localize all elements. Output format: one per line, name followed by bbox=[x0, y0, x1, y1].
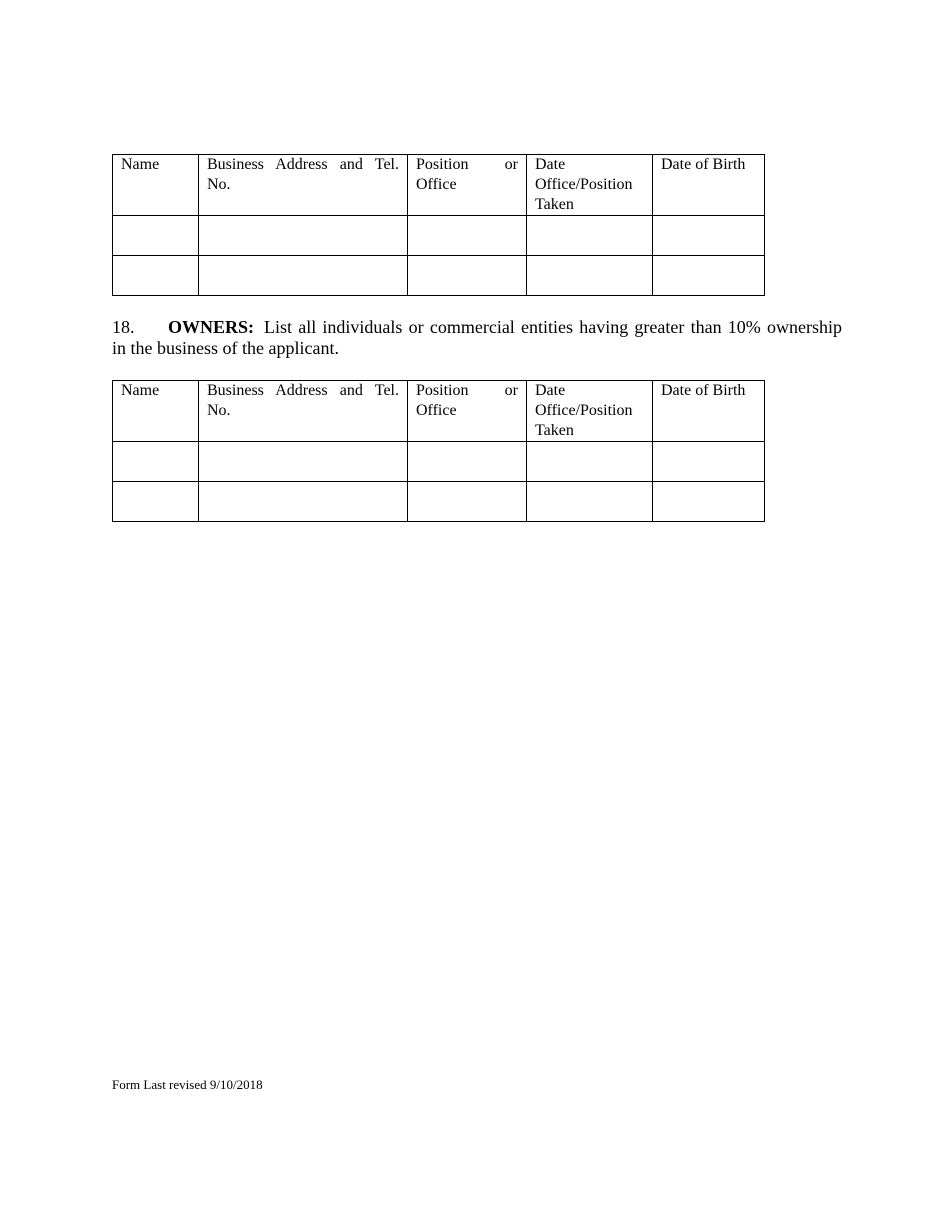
col-header-address bbox=[199, 381, 408, 442]
col-header-address-line1: Business Address and Tel. bbox=[207, 382, 399, 399]
col-header-position-line2: Office bbox=[416, 176, 457, 193]
cell-address[interactable] bbox=[199, 216, 408, 256]
col-header-position-word2: or bbox=[504, 156, 518, 173]
cell-dob[interactable] bbox=[653, 216, 765, 256]
col-header-dob: Date of Birth bbox=[653, 381, 765, 442]
col-header-address-line2: No. bbox=[207, 176, 231, 193]
cell-name[interactable] bbox=[113, 482, 199, 522]
form-revision-footer: Form Last revised 9/10/2018 bbox=[112, 1077, 263, 1092]
cell-address[interactable] bbox=[199, 256, 408, 296]
cell-date-taken[interactable] bbox=[527, 256, 653, 296]
col-header-position-word1: Position bbox=[416, 382, 469, 399]
cell-dob[interactable] bbox=[653, 442, 765, 482]
cell-position[interactable] bbox=[408, 216, 527, 256]
col-header-dob: Date of Birth bbox=[653, 155, 765, 216]
col-header-name: Name bbox=[113, 381, 199, 442]
col-header-address bbox=[199, 155, 408, 216]
col-header-address-line1: Business Address and Tel. bbox=[207, 156, 399, 173]
col-header-date-line3: Taken bbox=[535, 422, 574, 439]
section-heading: OWNERS: bbox=[168, 317, 255, 337]
cell-date-taken[interactable] bbox=[527, 482, 653, 522]
col-header-position bbox=[408, 381, 527, 442]
col-header-position-line2: Office bbox=[416, 402, 457, 419]
table-row bbox=[113, 256, 765, 296]
col-header-position-word2: or bbox=[504, 382, 518, 399]
cell-dob[interactable] bbox=[653, 256, 765, 296]
section-number: 18. bbox=[112, 317, 135, 337]
cell-position[interactable] bbox=[408, 482, 527, 522]
cell-dob[interactable] bbox=[653, 482, 765, 522]
section-18-owners bbox=[112, 317, 842, 359]
col-header-date-taken bbox=[527, 155, 653, 216]
officers-table bbox=[112, 154, 765, 296]
owners-table bbox=[112, 380, 765, 522]
cell-address[interactable] bbox=[199, 482, 408, 522]
cell-name[interactable] bbox=[113, 442, 199, 482]
section-text: List all individuals or commercial entities having greater than 10% ownership in the business of the applicant. bbox=[112, 317, 842, 358]
col-header-date-line1: Date bbox=[535, 382, 566, 399]
col-header-date-line2: Office/Position bbox=[535, 176, 633, 193]
cell-name[interactable] bbox=[113, 216, 199, 256]
cell-position[interactable] bbox=[408, 256, 527, 296]
col-header-date-line1: Date bbox=[535, 156, 566, 173]
cell-date-taken[interactable] bbox=[527, 216, 653, 256]
table-row bbox=[113, 216, 765, 256]
table-row bbox=[113, 442, 765, 482]
col-header-position bbox=[408, 155, 527, 216]
table-row bbox=[113, 482, 765, 522]
cell-date-taken[interactable] bbox=[527, 442, 653, 482]
col-header-address-line2: No. bbox=[207, 402, 231, 419]
col-header-date-taken bbox=[527, 381, 653, 442]
cell-position[interactable] bbox=[408, 442, 527, 482]
col-header-position-word1: Position bbox=[416, 156, 469, 173]
cell-address[interactable] bbox=[199, 442, 408, 482]
col-header-date-line3: Taken bbox=[535, 196, 574, 213]
col-header-name: Name bbox=[113, 155, 199, 216]
col-header-date-line2: Office/Position bbox=[535, 402, 633, 419]
table-header-row bbox=[113, 155, 765, 216]
cell-name[interactable] bbox=[113, 256, 199, 296]
table-header-row bbox=[113, 381, 765, 442]
